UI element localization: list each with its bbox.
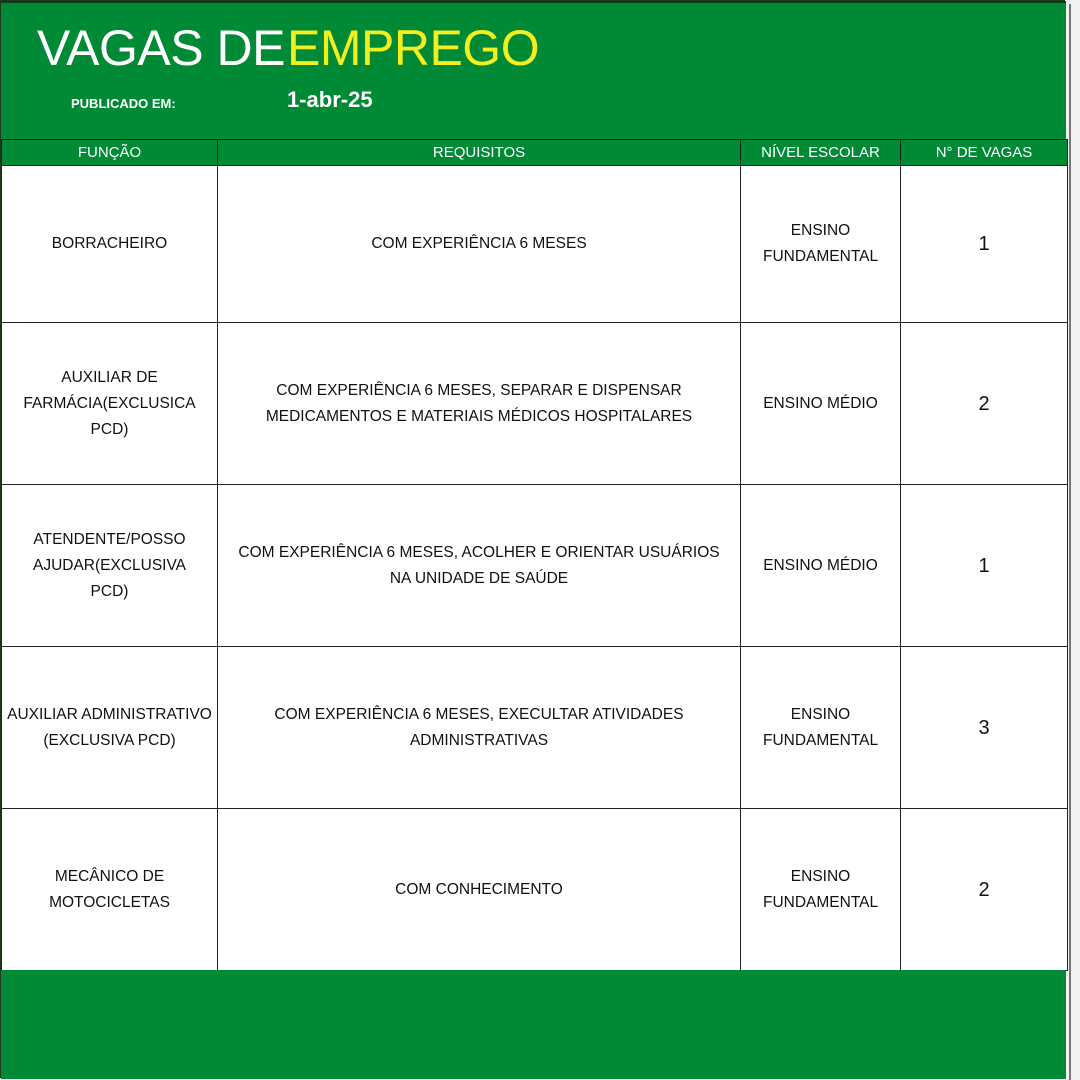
cell-funcao: MECÂNICO DE MOTOCICLETAS: [2, 809, 218, 971]
footer-banner: [1, 970, 1066, 1079]
cell-funcao: ATENDENTE/POSSO AJUDAR(EXCLUSIVA PCD): [2, 485, 218, 647]
cell-vagas: 1: [901, 485, 1068, 647]
table-row: [2, 809, 1068, 971]
published-date: 1-abr-25: [287, 87, 373, 112]
cell-funcao: AUXILIAR DE FARMÁCIA(EXCLUSICA PCD): [2, 323, 218, 485]
cell-nivel: ENSINO FUNDAMENTAL: [741, 809, 901, 971]
col-header-nivel: NÍVEL ESCOLAR: [741, 140, 901, 166]
cell-nivel: ENSINO FUNDAMENTAL: [741, 647, 901, 809]
scrollbar-edge: [1069, 4, 1071, 1080]
col-header-funcao: FUNÇÃO: [2, 140, 218, 166]
table-row: [2, 647, 1068, 809]
cell-requisitos: COM EXPERIÊNCIA 6 MESES, ACOLHER E ORIENTAR USUÁRIOS NA UNIDADE DE SAÚDE: [218, 485, 741, 647]
cell-vagas: 2: [901, 809, 1068, 971]
cell-nivel: ENSINO FUNDAMENTAL: [741, 166, 901, 323]
published-label: PUBLICADO EM:: [71, 96, 176, 111]
cell-nivel: ENSINO MÉDIO: [741, 485, 901, 647]
cell-requisitos: COM EXPERIÊNCIA 6 MESES: [218, 166, 741, 323]
cell-nivel: ENSINO MÉDIO: [741, 323, 901, 485]
table-row: [2, 323, 1068, 485]
cell-funcao: AUXILIAR ADMINISTRATIVO(EXCLUSIVA PCD): [2, 647, 218, 809]
cell-funcao: BORRACHEIRO: [2, 166, 218, 323]
table-row: [2, 485, 1068, 647]
header-banner: [1, 1, 1066, 139]
cell-requisitos: COM EXPERIÊNCIA 6 MESES, EXECULTAR ATIVIDADES ADMINISTRATIVAS: [218, 647, 741, 809]
cell-vagas: 2: [901, 323, 1068, 485]
col-header-vagas: N° DE VAGAS: [901, 140, 1068, 166]
table-row: [2, 166, 1068, 323]
cell-vagas: 3: [901, 647, 1068, 809]
col-header-requisitos: REQUISITOS: [218, 140, 741, 166]
jobs-table: [1, 139, 1068, 971]
cell-requisitos: COM EXPERIÊNCIA 6 MESES, SEPARAR E DISPENSAR MEDICAMENTOS E MATERIAIS MÉDICOS HOSPITALARES: [218, 323, 741, 485]
cell-vagas: 1: [901, 166, 1068, 323]
title-white: VAGAS DE: [37, 20, 285, 76]
cell-requisitos: COM CONHECIMENTO: [218, 809, 741, 971]
title-yellow: EMPREGO: [287, 20, 540, 76]
